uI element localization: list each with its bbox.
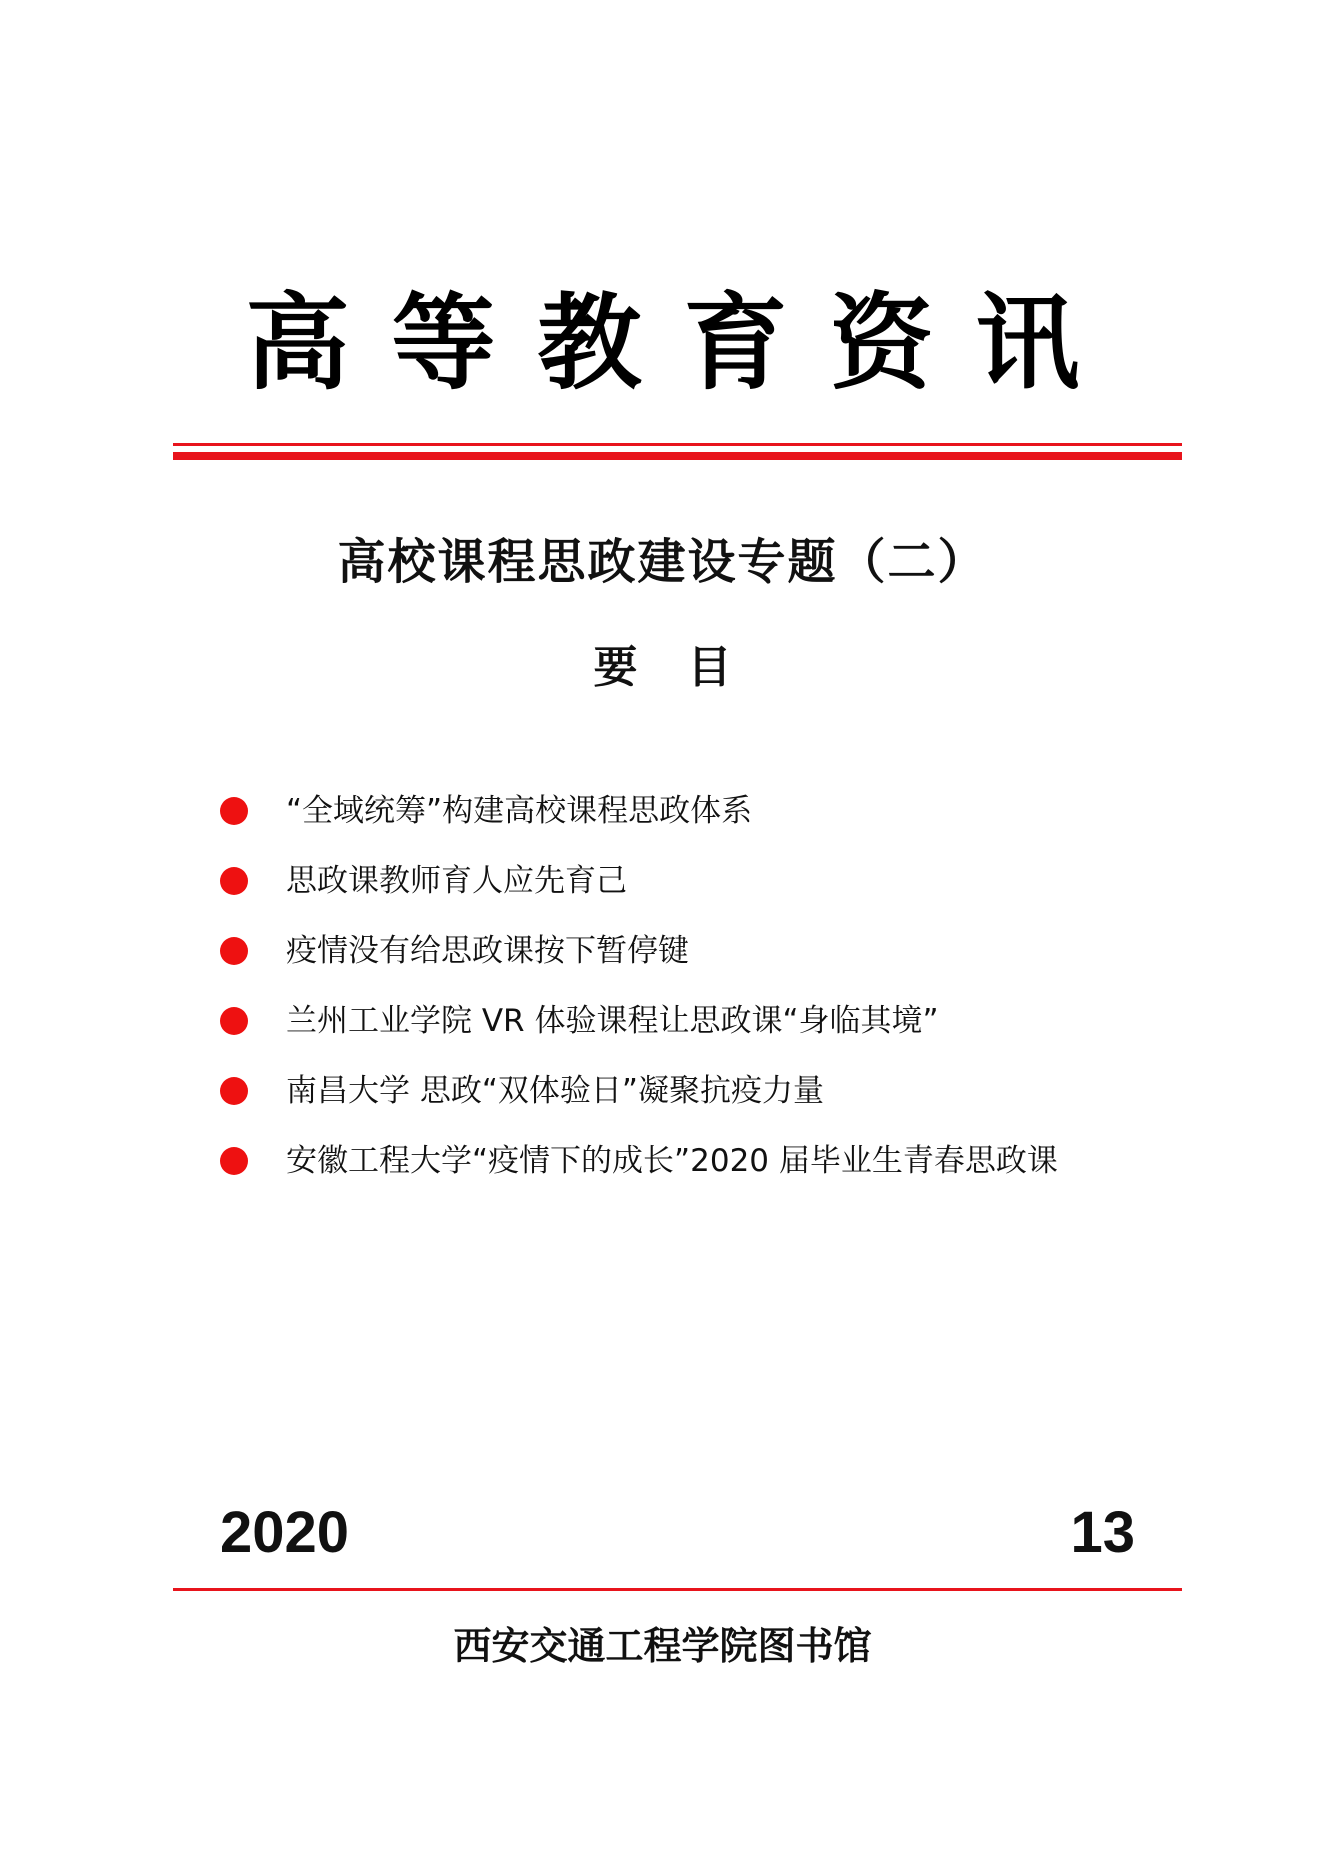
toc-item-label: “全域统筹”构建高校课程思政体系 <box>286 793 753 829</box>
masthead-title: 高等教育资讯 <box>245 281 1122 404</box>
bullet-dot-icon <box>220 1007 248 1035</box>
footer-rule <box>173 1588 1182 1591</box>
toc-item[interactable] <box>220 776 1220 846</box>
toc-heading: 要目 <box>593 642 782 693</box>
masthead-rule-thin <box>173 443 1182 446</box>
toc-item-label: 思政课教师育人应先育己 <box>286 863 627 899</box>
toc-item-label: 南昌大学 思政“双体验日”凝聚抗疫力量 <box>286 1073 824 1109</box>
toc-item[interactable] <box>220 986 1220 1056</box>
toc-item-label: 安徽工程大学“疫情下的成长”2020 届毕业生青春思政课 <box>286 1143 1058 1179</box>
toc-item[interactable] <box>220 1126 1220 1196</box>
toc-item[interactable] <box>220 1056 1220 1126</box>
toc-item-label: 兰州工业学院 VR 体验课程让思政课“身临其境” <box>286 1003 939 1039</box>
masthead-rule-thick <box>173 452 1182 460</box>
bullet-dot-icon <box>220 1147 248 1175</box>
bullet-dot-icon <box>220 797 248 825</box>
toc-item[interactable] <box>220 846 1220 916</box>
publisher-name: 西安交通工程学院图书馆 <box>453 1624 872 1668</box>
toc-list <box>220 776 1220 1196</box>
issue-year: 2020 <box>220 1500 350 1565</box>
toc-item[interactable] <box>220 916 1220 986</box>
toc-item-label: 疫情没有给思政课按下暂停键 <box>286 933 689 969</box>
bullet-dot-icon <box>220 1077 248 1105</box>
issue-number: 13 <box>1070 1500 1135 1565</box>
bullet-dot-icon <box>220 867 248 895</box>
special-topic-subtitle: 高校课程思政建设专题（二） <box>337 534 988 590</box>
bullet-dot-icon <box>220 937 248 965</box>
